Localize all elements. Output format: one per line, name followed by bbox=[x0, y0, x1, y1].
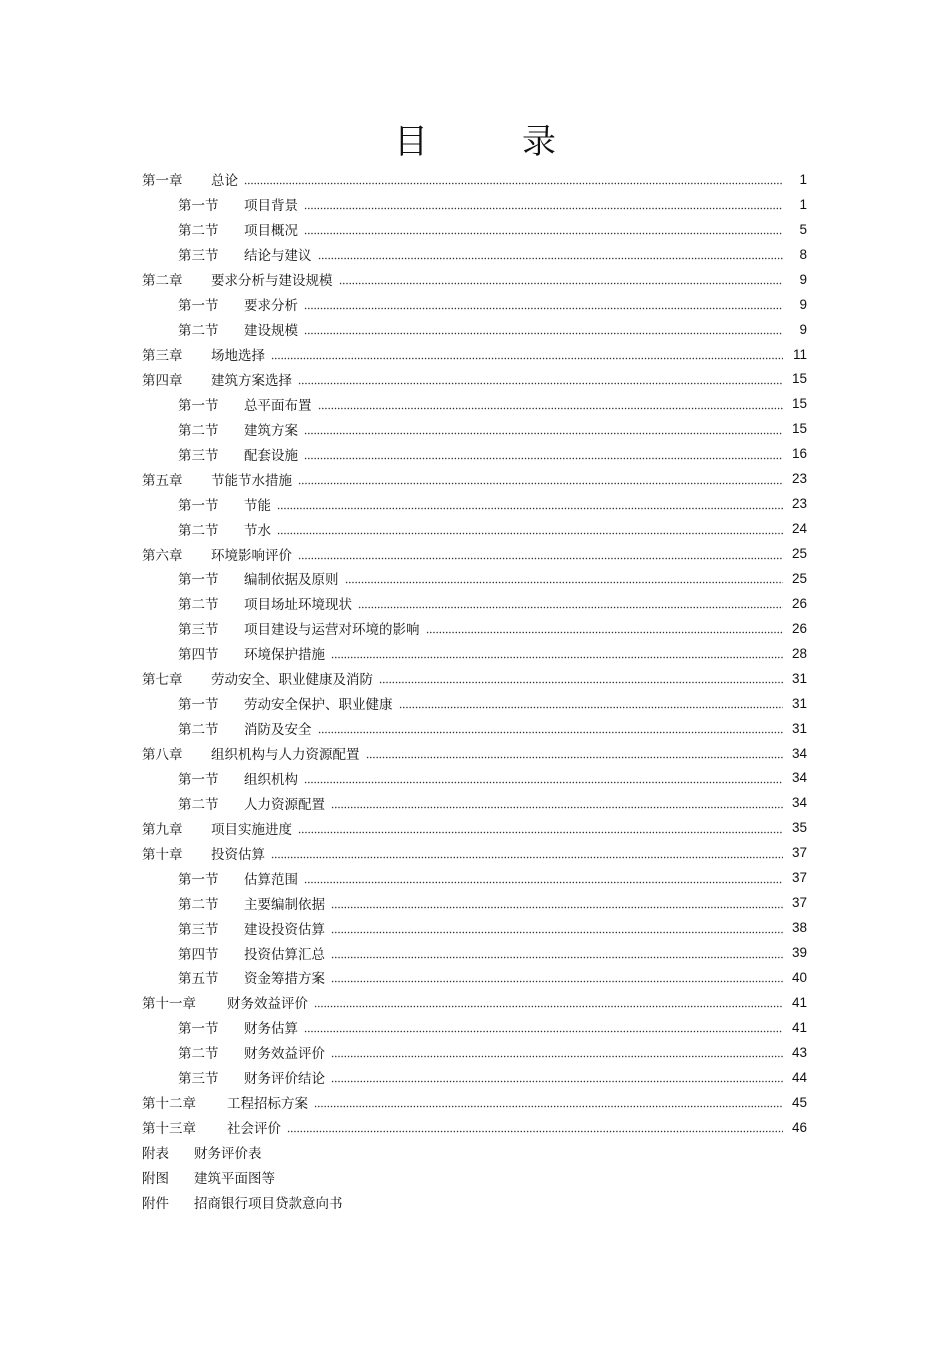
dot-leader bbox=[314, 1096, 783, 1108]
toc-entry-number: 第八章 bbox=[142, 747, 183, 764]
toc-entry[interactable] bbox=[142, 641, 807, 666]
toc-entry-number: 第二节 bbox=[178, 522, 219, 539]
toc-entry[interactable] bbox=[142, 990, 807, 1015]
toc-entry[interactable] bbox=[142, 441, 807, 466]
toc-entry-page: 39 bbox=[791, 945, 807, 961]
toc-entry-title: 建设投资估算 bbox=[244, 921, 325, 938]
toc-entry-title: 环境影响评价 bbox=[211, 547, 292, 564]
toc-entry-number: 第一节 bbox=[178, 697, 219, 714]
toc-entry-title: 组织机构与人力资源配置 bbox=[211, 747, 360, 764]
dot-leader bbox=[358, 597, 783, 609]
toc-entry[interactable] bbox=[142, 292, 807, 317]
toc-entry-page: 46 bbox=[791, 1119, 807, 1135]
toc-entry-title: 项目场址环境现状 bbox=[244, 597, 352, 614]
toc-entry-number: 第五章 bbox=[142, 472, 183, 489]
toc-entry-page: 15 bbox=[791, 371, 807, 387]
toc-entry-page: 31 bbox=[791, 695, 807, 711]
toc-entry[interactable] bbox=[142, 167, 807, 192]
toc-entry-title: 要求分析与建设规模 bbox=[211, 273, 333, 290]
dot-leader bbox=[331, 1046, 783, 1058]
toc-entry-title: 财务估算 bbox=[244, 1021, 298, 1038]
dot-leader bbox=[304, 772, 783, 784]
toc-entry-page: 24 bbox=[791, 521, 807, 537]
toc-entry-title: 建筑平面图等 bbox=[194, 1170, 275, 1187]
toc-entry-number: 第二节 bbox=[178, 896, 219, 913]
dot-leader bbox=[318, 398, 784, 410]
toc-entry[interactable] bbox=[142, 940, 807, 965]
toc-entry[interactable] bbox=[142, 466, 807, 491]
toc-entry-page: 26 bbox=[791, 620, 807, 636]
dot-leader bbox=[271, 847, 783, 859]
toc-entry-page: 9 bbox=[799, 296, 807, 312]
toc-entry-title: 项目背景 bbox=[244, 198, 298, 215]
toc-entry-title: 项目建设与运营对环境的影响 bbox=[244, 622, 420, 639]
toc-entry-page: 9 bbox=[799, 321, 807, 337]
toc-entry[interactable] bbox=[142, 1115, 807, 1140]
toc-entry[interactable] bbox=[142, 192, 807, 217]
dot-leader bbox=[298, 473, 783, 485]
toc-entry-page: 28 bbox=[791, 645, 807, 661]
toc-entry-title: 总论 bbox=[211, 173, 238, 190]
toc-entry-page: 34 bbox=[791, 770, 807, 786]
toc-entry-page: 38 bbox=[791, 920, 807, 936]
toc-entry-title: 劳动安全保护、职业健康 bbox=[244, 697, 393, 714]
toc-entry-number: 第三节 bbox=[178, 622, 219, 639]
toc-entry[interactable] bbox=[142, 1140, 807, 1165]
dot-leader bbox=[244, 173, 783, 185]
toc-entry[interactable] bbox=[142, 566, 807, 591]
toc-entry-page: 45 bbox=[791, 1094, 807, 1110]
toc-entry-number: 第十章 bbox=[142, 846, 183, 863]
toc-entry-title: 财务效益评价 bbox=[227, 996, 308, 1013]
toc-entry[interactable] bbox=[142, 1015, 807, 1040]
toc-entry-number: 附表 bbox=[142, 1146, 169, 1163]
toc-entry-title: 主要编制依据 bbox=[244, 896, 325, 913]
toc-entry[interactable] bbox=[142, 267, 807, 292]
toc-entry-page: 23 bbox=[791, 471, 807, 487]
dot-leader bbox=[318, 248, 784, 260]
toc-entry-number: 第四章 bbox=[142, 372, 183, 389]
toc-entry-page: 25 bbox=[791, 570, 807, 586]
toc-entry-number: 第二节 bbox=[178, 796, 219, 813]
toc-entry-number: 第二节 bbox=[178, 223, 219, 240]
toc-entry[interactable] bbox=[142, 1189, 807, 1214]
toc-entry-title: 节能节水措施 bbox=[211, 472, 292, 489]
dot-leader bbox=[331, 947, 783, 959]
dot-leader bbox=[304, 198, 783, 210]
dot-leader bbox=[304, 298, 783, 310]
toc-entry-number: 第一章 bbox=[142, 173, 183, 190]
toc-entry-number: 第十三章 bbox=[142, 1121, 196, 1138]
toc-entry-title: 建筑方案 bbox=[244, 422, 298, 439]
dot-leader bbox=[331, 797, 783, 809]
toc-entry-title: 社会评价 bbox=[227, 1121, 281, 1138]
toc-entry-title: 投资估算 bbox=[211, 846, 265, 863]
dot-leader bbox=[277, 498, 783, 510]
dot-leader bbox=[304, 1021, 783, 1033]
dot-leader bbox=[304, 872, 783, 884]
toc-entry-page: 5 bbox=[799, 221, 807, 237]
dot-leader bbox=[298, 822, 783, 834]
toc-entry-page: 15 bbox=[791, 421, 807, 437]
toc-entry-number: 第二节 bbox=[178, 323, 219, 340]
toc-entry-page: 43 bbox=[791, 1044, 807, 1060]
toc-entry-page: 1 bbox=[799, 196, 807, 212]
toc-entry-title: 估算范围 bbox=[244, 871, 298, 888]
toc-entry[interactable] bbox=[142, 391, 807, 416]
dot-leader bbox=[331, 971, 783, 983]
toc-entry-page: 37 bbox=[791, 895, 807, 911]
toc-entry-title: 结论与建议 bbox=[244, 248, 312, 265]
toc-entry-title: 场地选择 bbox=[211, 348, 265, 365]
toc-entry-page: 15 bbox=[791, 396, 807, 412]
toc-entry[interactable] bbox=[142, 616, 807, 641]
toc-entry-page: 40 bbox=[791, 969, 807, 985]
dot-leader bbox=[304, 323, 783, 335]
dot-leader bbox=[366, 747, 784, 759]
toc-entry-page: 8 bbox=[799, 246, 807, 262]
toc-entry-number: 第二章 bbox=[142, 273, 183, 290]
toc-entry-title: 财务评价表 bbox=[194, 1146, 262, 1163]
toc-entry[interactable] bbox=[142, 716, 807, 741]
toc-entry[interactable] bbox=[142, 741, 807, 766]
toc-entry-title: 节水 bbox=[244, 522, 271, 539]
toc-entry-number: 第一节 bbox=[178, 771, 219, 788]
toc-entry-page: 9 bbox=[799, 271, 807, 287]
toc-entry-page: 44 bbox=[791, 1069, 807, 1085]
toc-entry-number: 第十一章 bbox=[142, 996, 196, 1013]
toc-entry-title: 财务评价结论 bbox=[244, 1071, 325, 1088]
toc-entry-number: 第一节 bbox=[178, 298, 219, 315]
toc-entry-number: 第九章 bbox=[142, 821, 183, 838]
toc-entry-title: 建设规模 bbox=[244, 323, 298, 340]
toc-entry-page: 41 bbox=[791, 1019, 807, 1035]
dot-leader bbox=[331, 897, 783, 909]
toc-entry[interactable] bbox=[142, 217, 807, 242]
toc-entry[interactable] bbox=[142, 890, 807, 915]
toc-entry[interactable] bbox=[142, 1065, 807, 1090]
toc-entry-page: 16 bbox=[791, 446, 807, 462]
toc-entry-page: 37 bbox=[791, 845, 807, 861]
toc-entry-title: 人力资源配置 bbox=[244, 796, 325, 813]
toc-entry-number: 第三节 bbox=[178, 447, 219, 464]
toc-entry-number: 附图 bbox=[142, 1170, 169, 1187]
dot-leader bbox=[304, 448, 783, 460]
toc-entry-page: 31 bbox=[791, 670, 807, 686]
dot-leader bbox=[331, 1071, 783, 1083]
toc-entry-title: 总平面布置 bbox=[244, 397, 312, 414]
dot-leader bbox=[331, 647, 783, 659]
toc-entry-number: 第一节 bbox=[178, 198, 219, 215]
toc-entry-number: 第一节 bbox=[178, 497, 219, 514]
toc-entry-page: 34 bbox=[791, 745, 807, 761]
dot-leader bbox=[379, 672, 783, 684]
toc-entry-number: 第十二章 bbox=[142, 1096, 196, 1113]
toc-entry-number: 附件 bbox=[142, 1195, 169, 1212]
toc-entry-page: 23 bbox=[791, 496, 807, 512]
toc-entry-page: 31 bbox=[791, 720, 807, 736]
toc-entry[interactable] bbox=[142, 666, 807, 691]
toc-entry[interactable] bbox=[142, 790, 807, 815]
toc-entry-title: 财务效益评价 bbox=[244, 1046, 325, 1063]
toc-entry-number: 第一节 bbox=[178, 572, 219, 589]
dot-leader bbox=[304, 423, 783, 435]
toc-entry-title: 资金筹措方案 bbox=[244, 971, 325, 988]
toc-entry-number: 第四节 bbox=[178, 946, 219, 963]
toc-entry[interactable] bbox=[142, 342, 807, 367]
toc-entry-title: 节能 bbox=[244, 497, 271, 514]
toc-entry[interactable] bbox=[142, 516, 807, 541]
toc-entry-title: 项目实施进度 bbox=[211, 821, 292, 838]
dot-leader bbox=[331, 922, 783, 934]
toc-entry-number: 第一节 bbox=[178, 397, 219, 414]
toc-entry-number: 第一节 bbox=[178, 1021, 219, 1038]
toc-entry-title: 环境保护措施 bbox=[244, 647, 325, 664]
toc-entry-title: 项目概况 bbox=[244, 223, 298, 240]
toc-entry-number: 第三章 bbox=[142, 348, 183, 365]
dot-leader bbox=[345, 572, 784, 584]
toc-entry-number: 第六章 bbox=[142, 547, 183, 564]
dot-leader bbox=[271, 348, 783, 360]
toc-entry[interactable] bbox=[142, 965, 807, 990]
toc-entry-number: 第三节 bbox=[178, 921, 219, 938]
toc-entry[interactable] bbox=[142, 915, 807, 940]
table-of-contents bbox=[142, 167, 807, 1214]
toc-entry[interactable] bbox=[142, 416, 807, 441]
toc-entry-title: 要求分析 bbox=[244, 298, 298, 315]
toc-entry-number: 第七章 bbox=[142, 672, 183, 689]
toc-entry-page: 41 bbox=[791, 994, 807, 1010]
toc-entry[interactable] bbox=[142, 1040, 807, 1065]
toc-entry[interactable] bbox=[142, 815, 807, 840]
toc-entry-title: 编制依据及原则 bbox=[244, 572, 339, 589]
dot-leader bbox=[314, 996, 783, 1008]
dot-leader bbox=[399, 697, 784, 709]
toc-entry-title: 组织机构 bbox=[244, 771, 298, 788]
dot-leader bbox=[304, 223, 783, 235]
toc-entry-page: 34 bbox=[791, 795, 807, 811]
toc-entry-page: 37 bbox=[791, 870, 807, 886]
dot-leader bbox=[318, 722, 784, 734]
toc-entry-number: 第五节 bbox=[178, 971, 219, 988]
toc-entry[interactable] bbox=[142, 766, 807, 791]
toc-entry-title: 劳动安全、职业健康及消防 bbox=[211, 672, 373, 689]
toc-entry-title: 工程招标方案 bbox=[227, 1096, 308, 1113]
toc-entry[interactable] bbox=[142, 591, 807, 616]
toc-entry-number: 第二节 bbox=[178, 722, 219, 739]
toc-entry[interactable] bbox=[142, 317, 807, 342]
toc-entry-title: 消防及安全 bbox=[244, 722, 312, 739]
dot-leader bbox=[298, 373, 783, 385]
toc-entry[interactable] bbox=[142, 1090, 807, 1115]
toc-entry-page: 11 bbox=[792, 346, 807, 362]
dot-leader bbox=[287, 1121, 783, 1133]
toc-entry-page: 35 bbox=[791, 820, 807, 836]
toc-entry-number: 第三节 bbox=[178, 1071, 219, 1088]
toc-entry-number: 第二节 bbox=[178, 597, 219, 614]
toc-entry[interactable] bbox=[142, 840, 807, 865]
toc-entry[interactable] bbox=[142, 691, 807, 716]
toc-entry-title: 招商银行项目贷款意向书 bbox=[194, 1195, 343, 1212]
dot-leader bbox=[277, 523, 783, 535]
dot-leader bbox=[298, 548, 783, 560]
toc-entry-number: 第二节 bbox=[178, 422, 219, 439]
toc-entry-page: 25 bbox=[791, 546, 807, 562]
toc-entry[interactable] bbox=[142, 367, 807, 392]
toc-entry[interactable] bbox=[142, 1165, 807, 1190]
toc-entry-title: 投资估算汇总 bbox=[244, 946, 325, 963]
toc-entry-title: 建筑方案选择 bbox=[211, 372, 292, 389]
toc-entry-number: 第二节 bbox=[178, 1046, 219, 1063]
toc-entry[interactable] bbox=[142, 865, 807, 890]
toc-entry-title: 配套设施 bbox=[244, 447, 298, 464]
dot-leader bbox=[339, 273, 784, 285]
toc-entry[interactable] bbox=[142, 541, 807, 566]
toc-entry-number: 第四节 bbox=[178, 647, 219, 664]
toc-entry-page: 26 bbox=[791, 595, 807, 611]
page-title: 目 录 bbox=[394, 122, 586, 162]
toc-entry-number: 第一节 bbox=[178, 871, 219, 888]
toc-entry[interactable] bbox=[142, 491, 807, 516]
dot-leader bbox=[426, 622, 784, 634]
toc-entry-page: 1 bbox=[799, 171, 807, 187]
toc-entry[interactable] bbox=[142, 242, 807, 267]
toc-entry-number: 第三节 bbox=[178, 248, 219, 265]
